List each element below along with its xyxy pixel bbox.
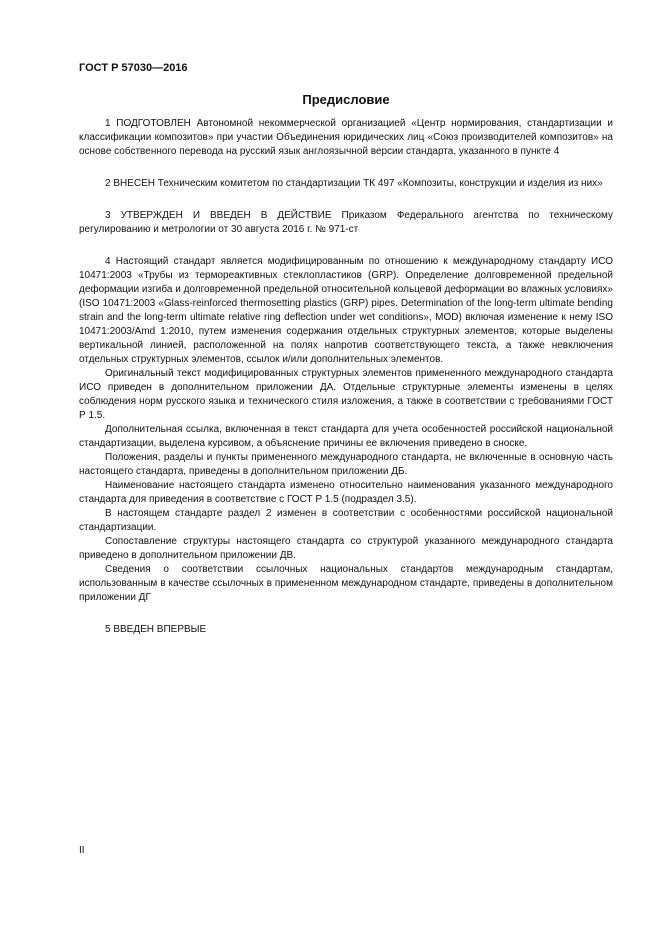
paragraph-section-changed: В настоящем стандарте раздел 2 изменен в соответствии с особенностями российской национальной стандартизации. bbox=[79, 508, 613, 533]
paragraph-prepared-by: 1 ПОДГОТОВЛЕН Автономной некоммерческой организацией «Центр нормирования, стандартизации и классификации композитов» при участии Объединения юридических лиц «Союз производителей композитов» на основе собственного перевода на русский язык англоязычной версии стандарта, указанного в пункте 4 bbox=[79, 118, 613, 157]
paragraph-name-changed: Наименование настоящего стандарта изменено относительно наименования указанного международного стандарта для приведения в соответствие с ГОСТ Р 1.5 (подраздел 3.5). bbox=[79, 480, 613, 505]
paragraph-additional-reference: Дополнительная ссылка, включенная в текст стандарта для учета особенностей российской национальной стандартизации, выделена курсивом, а объяснение причины ее включения приведено в сноске. bbox=[79, 424, 613, 449]
paragraph-original-text: Оригинальный текст модифицированных структурных элементов примененного международного стандарта ИСО приведен в дополнительном приложении ДА. Отдельные структурные элементы изменены в целях соблюдения норм русского языка и технического стиля изложения, а также в соответствии с требованиями ГОСТ Р 1.5. bbox=[79, 368, 613, 421]
document-id-header: ГОСТ Р 57030—2016 bbox=[79, 62, 188, 74]
page-number: II bbox=[79, 845, 85, 856]
paragraph-reference-info: Сведения о соответствии ссылочных национальных стандартов международным стандартам, использованным в качестве ссылочных в примененном международном стандарте, приведены в дополнительном приложении ДГ bbox=[79, 564, 613, 603]
paragraph-modified-standard: 4 Настоящий стандарт является модифицированным по отношению к международному стандарту ИСО 10471:2003 «Трубы из термореактивных стеклопластиков (GRP). Определение долговременной предельной деформации изгиба и долговременной предельной относительной кольцевой деформации во влажных условиях» (ISO 10471:2003 «Glass-reinforced thermosetting plastics (GRP) pipes. Determination of the long-term ultimate bending strain and the long-term ultimate relative ring deflection under wet conditions», MOD) включая изменение к нему ISO 10471:2003/Amd 1:2010, путем изменения содержания отдельных структурных элементов, которые выделены вертикальной линией, расположенной на полях напротив соответствующего текста, а также невключения отдельных структурных элементов, ссылок и/или дополнительных элементов. bbox=[79, 256, 613, 365]
paragraph-introduced-first: 5 ВВЕДЕН ВПЕРВЫЕ bbox=[105, 624, 207, 635]
foreword-body bbox=[79, 117, 613, 637]
page-title: Предисловие bbox=[302, 92, 390, 107]
paragraph-approved: 3 УТВЕРЖДЕН И ВВЕДЕН В ДЕЙСТВИЕ Приказом Федерального агентства по техническому регулированию и метрологии от 30 августа 2016 г. № 971-ст bbox=[79, 210, 613, 235]
paragraph-not-included: Положения, разделы и пункты примененного международного стандарта, не включенные в основную часть настоящего стандарта, приведены в дополнительном приложении ДБ. bbox=[79, 452, 613, 477]
paragraph-structure-comparison: Сопоставление структуры настоящего стандарта со структурой указанного международного стандарта приведено в дополнительном приложении ДВ. bbox=[79, 536, 613, 561]
paragraph-introduced-by: 2 ВНЕСЕН Техническим комитетом по стандартизации ТК 497 «Композиты, конструкции и изделия из них» bbox=[105, 178, 603, 189]
